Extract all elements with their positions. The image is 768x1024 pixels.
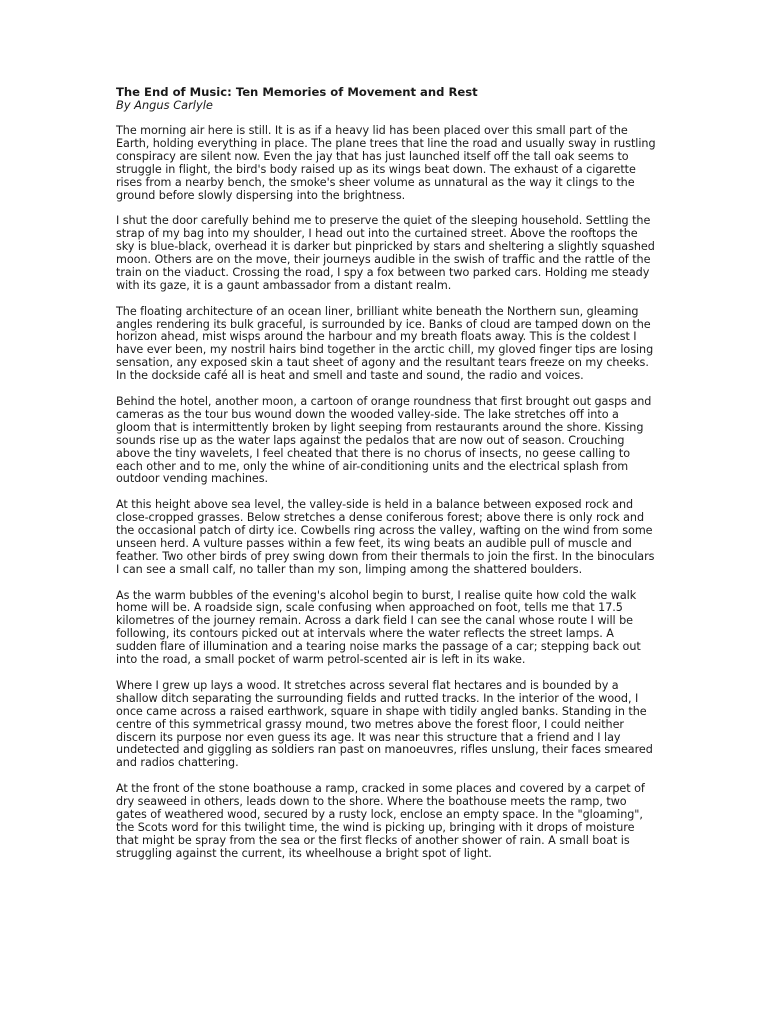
paragraph-5: At this height above sea level, the valley-side is held in a balance between exposed rock and close-cropped grasses. Below stretches a dense coniferous forest; above there is only rock and the occasional patch of dirty ice. Cowbells ring across the valley, wafting on the wind from some unseen herd. A vulture passes within a few feet, its wing beats an audible pull of muscle and feather. Two other birds of prey swing down from their thermals to join the first. In the binoculars I can see a small calf, no taller than my son, limping among the shattered boulders.	[116, 498, 655, 576]
paragraph-3: The floating architecture of an ocean liner, brilliant white beneath the Northern sun, gleaming angles rendering its bulk graceful, is surrounded by ice. Banks of cloud are tamped down on the horizon ahead, mist wisps around the harbour and my breath floats away. This is the coldest I have ever been, my nostril hairs bind together in the arctic chill, my gloved finger tips are losing sensation, any exposed skin a taut sheet of agony and the resultant tears freeze on my cheeks. In the dockside café all is heat and smell and taste and sound, the radio and voices.	[116, 304, 654, 383]
document-author: By Angus Carlyle	[116, 98, 213, 112]
paragraph-6: As the warm bubbles of the evening's alcohol begin to burst, I realise quite how cold the walk home will be. A roadside sign, scale confusing when approached on foot, tells me that 17.5 kilometres of the journey remain. Across a dark field I can see the canal whose route I will be following, its contours picked out at intervals where the water reflects the street lamps. A sudden flare of illumination and a tearing noise marks the passage of a car; stepping back out into the road, a small pocket of warm petrol-scented air is left in its wake.	[116, 588, 641, 667]
document-title: The End of Music: Ten Memories of Movement and Rest	[116, 85, 478, 99]
paragraph-2: I shut the door carefully behind me to preserve the quiet of the sleeping household. Settling the strap of my bag into my shoulder, I head out into the curtained street. Above the rooftops the sky is blue-black, overhead it is darker but pinpricked by stars and sheltering a slightly squashed moon. Others are on the move, their journeys audible in the swish of traffic and the rattle of the train on the viaduct. Crossing the road, I spy a fox between two parked cars. Holding me steady with its gaze, it is a gaunt ambassador from a distant realm.	[116, 214, 655, 292]
paragraph-7: Where I grew up lays a wood. It stretches across several flat hectares and is bounded by a shallow ditch separating the surrounding fields and rutted tracks. In the interior of the wood, I once came across a raised earthwork, square in shape with tidily angled banks. Standing in the centre of this symmetrical grassy mound, two metres above the forest floor, I could neither discern its purpose nor even guess its age. It was near this structure that a friend and I lay undetected and giggling as soldiers ran past on manoeuvres, rifles unslung, their faces smeared and radios chattering.	[116, 678, 653, 770]
document-page	[116, 86, 656, 873]
paragraph-8: At the front of the stone boathouse a ramp, cracked in some places and covered by a carpet of dry seaweed in others, leads down to the shore. Where the boathouse meets the ramp, two gates of weathered wood, secured by a rusty lock, enclose an empty space. In the "gloaming", the Scots word for this twilight time, the wind is picking up, bringing with it drops of moisture that might be spray from the sea or the first flecks of another shower of rain. A small boat is struggling against the current, its wheelhouse a bright spot of light.	[116, 782, 645, 860]
paragraph-4: Behind the hotel, another moon, a cartoon of orange roundness that first brought out gasps and cameras as the tour bus wound down the wooded valley-side. The lake stretches off into a gloom that is intermittently broken by light seeping from restaurants around the shore. Kissing sounds rise up as the water laps against the pedalos that are now out of season. Crouching above the tiny wavelets, I feel cheated that there is no chorus of insects, no geese calling to each other and to me, only the whine of air-conditioning units and the electrical splash from outdoor vending machines.	[116, 394, 652, 486]
paragraph-1: The morning air here is still. It is as if a heavy lid has been placed over this small part of the Earth, holding everything in place. The plane trees that line the road and usually sway in rustling conspiracy are silent now. Even the jay that has just launched itself off the tall oak seems to struggle in flight, the bird's body raised up as its wings beat down. The exhaust of a cigarette rises from a nearby bench, the smoke's sheer volume as unnatural as the way it clings to the ground before slowly dispersing into the brightness.	[116, 124, 656, 202]
